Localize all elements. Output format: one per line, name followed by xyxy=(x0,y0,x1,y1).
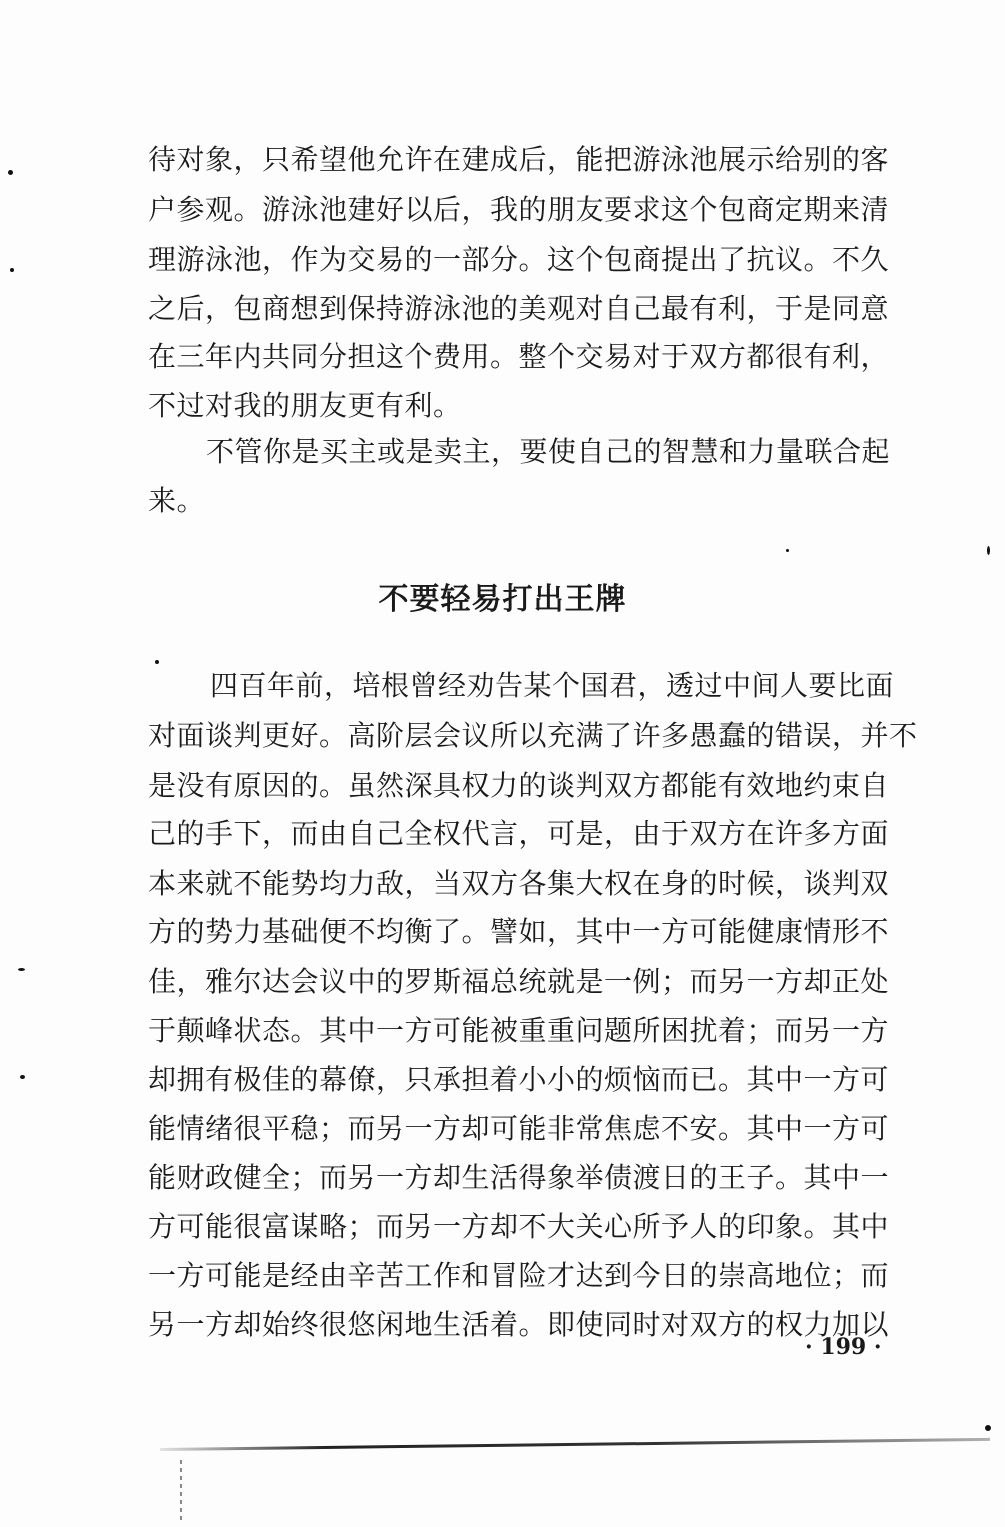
text-line: 对面谈判更好。高阶层会议所以充满了许多愚蠢的错误，并不 xyxy=(148,719,918,752)
text-line: 己的手下，而由自己全权代言，可是，由于双方在许多方面 xyxy=(148,817,890,850)
text-line: 理游泳池，作为交易的一部分。这个包商提出了抗议。不久 xyxy=(148,243,890,276)
text-line: 在三年内共同分担这个费用。整个交易对于双方都很有利， xyxy=(148,340,890,373)
text-line: 待对象，只希望他允许在建成后，能把游泳池展示给别的客 xyxy=(148,143,890,176)
text-line: 方可能很富谋略；而另一方却不大关心所予人的印象。其中 xyxy=(148,1210,890,1243)
text-line: 一方可能是经由辛苦工作和冒险才达到今日的崇高地位；而 xyxy=(148,1259,890,1292)
scan-speck xyxy=(20,1075,25,1079)
section-heading: 不要轻易打出王牌 xyxy=(378,582,627,617)
text-line: 不管你是买主或是卖主，要使自己的智慧和力量联合起 xyxy=(206,435,891,468)
text-line: 能财政健全；而另一方却生活得象举债渡日的王子。其中一 xyxy=(148,1161,890,1194)
text-line: 不过对我的朋友更有利。 xyxy=(148,389,462,422)
scan-speck xyxy=(18,968,25,971)
scan-speck xyxy=(987,546,990,555)
scan-speck xyxy=(786,549,789,552)
text-line: 另一方却始终很悠闲地生活着。即使同时对双方的权力加以 xyxy=(148,1308,890,1341)
text-line: 本来就不能势均力敌，当双方各集大权在身的时候，谈判双 xyxy=(148,867,890,900)
scan-speck xyxy=(10,268,14,272)
text-line: 方的势力基础便不均衡了。譬如，其中一方可能健康情形不 xyxy=(148,915,890,948)
text-line: 户参观。游泳池建好以后，我的朋友要求这个包商定期来清 xyxy=(148,193,890,226)
text-line: 却拥有极佳的幕僚，只承担着小小的烦恼而已。其中一方可 xyxy=(148,1063,890,1096)
text-line: 是没有原因的。虽然深具权力的谈判双方都能有效地约束自 xyxy=(148,769,890,802)
page-bottom-edge xyxy=(160,1438,990,1451)
page-side-edge xyxy=(180,1460,182,1520)
text-line: 来。 xyxy=(148,484,206,517)
text-line: 于颠峰状态。其中一方可能被重重问题所困扰着；而另一方 xyxy=(148,1014,890,1047)
text-line: 佳，雅尔达会议中的罗斯福总统就是一例；而另一方却正处 xyxy=(148,965,890,998)
page-number: · 199 · xyxy=(805,1334,882,1360)
scan-speck xyxy=(985,1425,991,1431)
text-line: 能情绪很平稳；而另一方却可能非常焦虑不安。其中一方可 xyxy=(148,1112,890,1145)
scan-speck xyxy=(8,170,13,175)
text-line: 之后，包商想到保持游泳池的美观对自己最有利，于是同意 xyxy=(148,292,890,325)
scan-speck xyxy=(155,660,159,664)
text-line: 四百年前，培根曾经劝告某个国君，透过中间人要比面 xyxy=(210,669,895,702)
